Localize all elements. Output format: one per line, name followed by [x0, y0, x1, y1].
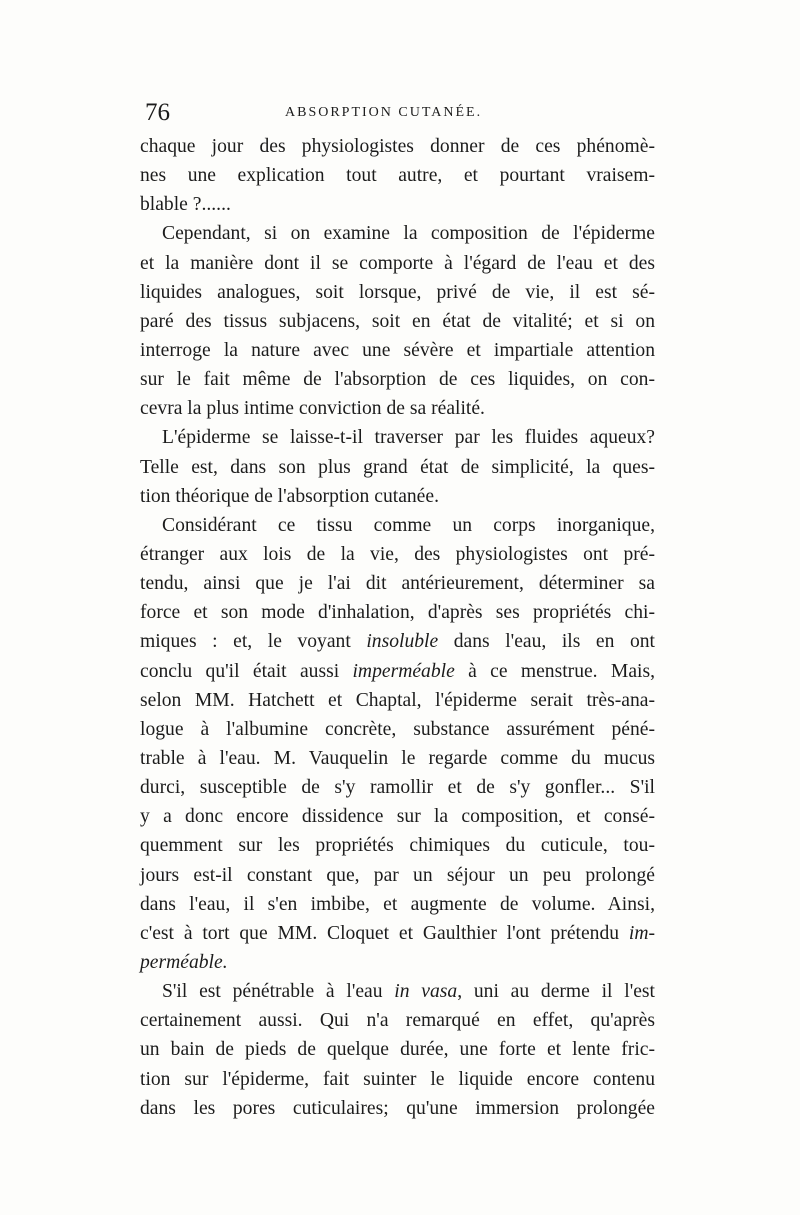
page-number: 76: [145, 99, 170, 126]
text-line: blable ?......: [140, 194, 231, 216]
body-text: [140, 132, 655, 1123]
text-line: un bain de pieds de quelque durée, une forte et lente fric-: [140, 1039, 655, 1061]
text-line: nes une explication tout autre, et pourtant vraisem-: [140, 165, 655, 187]
text-line: y a donc encore dissidence sur la composition, et consé-: [140, 806, 655, 828]
text-line: paré des tissus subjacens, soit en état de vitalité; et si on: [140, 310, 655, 332]
page-header: [145, 98, 655, 128]
text-line: certainement aussi. Qui n'a remarqué en effet, qu'après: [140, 1010, 655, 1032]
text-line: logue à l'albumine concrète, substance assurément péné-: [140, 718, 655, 740]
text-line: durci, susceptible de s'y ramollir et de s'y gonfler... S'il: [140, 777, 655, 799]
italic-word: insoluble: [366, 631, 439, 653]
paragraph-start-line: S'il est pénétrable à l'eau in vasa, uni au derme il l'est: [162, 981, 655, 1003]
paragraph-start-line: L'épiderme se laisse-t-il traverser par les fluides aqueux?: [162, 427, 655, 449]
running-title: ABSORPTION CUTANÉE.: [285, 105, 483, 120]
text-line: jours est-il constant que, par un séjour un peu prolongé: [140, 864, 655, 886]
italic-word: im-: [628, 922, 655, 944]
text-line: tion sur l'épiderme, fait suinter le liquide encore contenu: [140, 1068, 655, 1090]
text-line: dans l'eau, il s'en imbibe, et augmente de volume. Ainsi,: [140, 893, 655, 915]
text-line: conclu qu'il était aussi imperméable à ce menstrue. Mais,: [140, 660, 655, 682]
italic-word: imperméable: [352, 660, 455, 682]
text-line: Telle est, dans son plus grand état de simplicité, la ques-: [140, 456, 655, 478]
italic-word: in vasa: [394, 981, 458, 1003]
text-line: c'est à tort que MM. Cloquet et Gaulthier l'ont prétendu im-: [140, 922, 655, 944]
text-line: miques : et, le voyant insoluble dans l'eau, ils en ont: [140, 631, 655, 653]
text-line: quemment sur les propriétés chimiques du cuticule, tou-: [140, 835, 655, 857]
paragraph-start-line: Considérant ce tissu comme un corps inorganique,: [162, 514, 655, 536]
text-line: tion théorique de l'absorption cutanée.: [140, 485, 439, 507]
text-line: cevra la plus intime conviction de sa réalité.: [140, 398, 485, 420]
text-line: selon MM. Hatchett et Chaptal, l'épiderme serait très-ana-: [140, 689, 655, 711]
text-line: chaque jour des physiologistes donner de ces phénomè-: [140, 136, 655, 157]
text-line: dans les pores cuticulaires; qu'une immersion prolongée: [140, 1097, 655, 1119]
text-line: tendu, ainsi que je l'ai dit antérieurement, déterminer sa: [140, 573, 655, 595]
text-line: liquides analogues, soit lorsque, privé de vie, il est sé-: [140, 281, 655, 303]
text-line: et la manière dont il se comporte à l'égard de l'eau et des: [140, 252, 655, 274]
text-line: trable à l'eau. M. Vauquelin le regarde comme du mucus: [140, 747, 655, 769]
text-line: force et son mode d'inhalation, d'après ses propriétés chi-: [140, 602, 655, 624]
text-line: sur le fait même de l'absorption de ces liquides, on con-: [140, 369, 655, 391]
text-line: étranger aux lois de la vie, des physiologistes ont pré-: [140, 543, 655, 565]
paragraph-start-line: Cependant, si on examine la composition de l'épiderme: [162, 223, 655, 245]
text-line: perméable.: [140, 951, 228, 973]
text-line: interroge la nature avec une sévère et impartiale attention: [140, 339, 655, 361]
